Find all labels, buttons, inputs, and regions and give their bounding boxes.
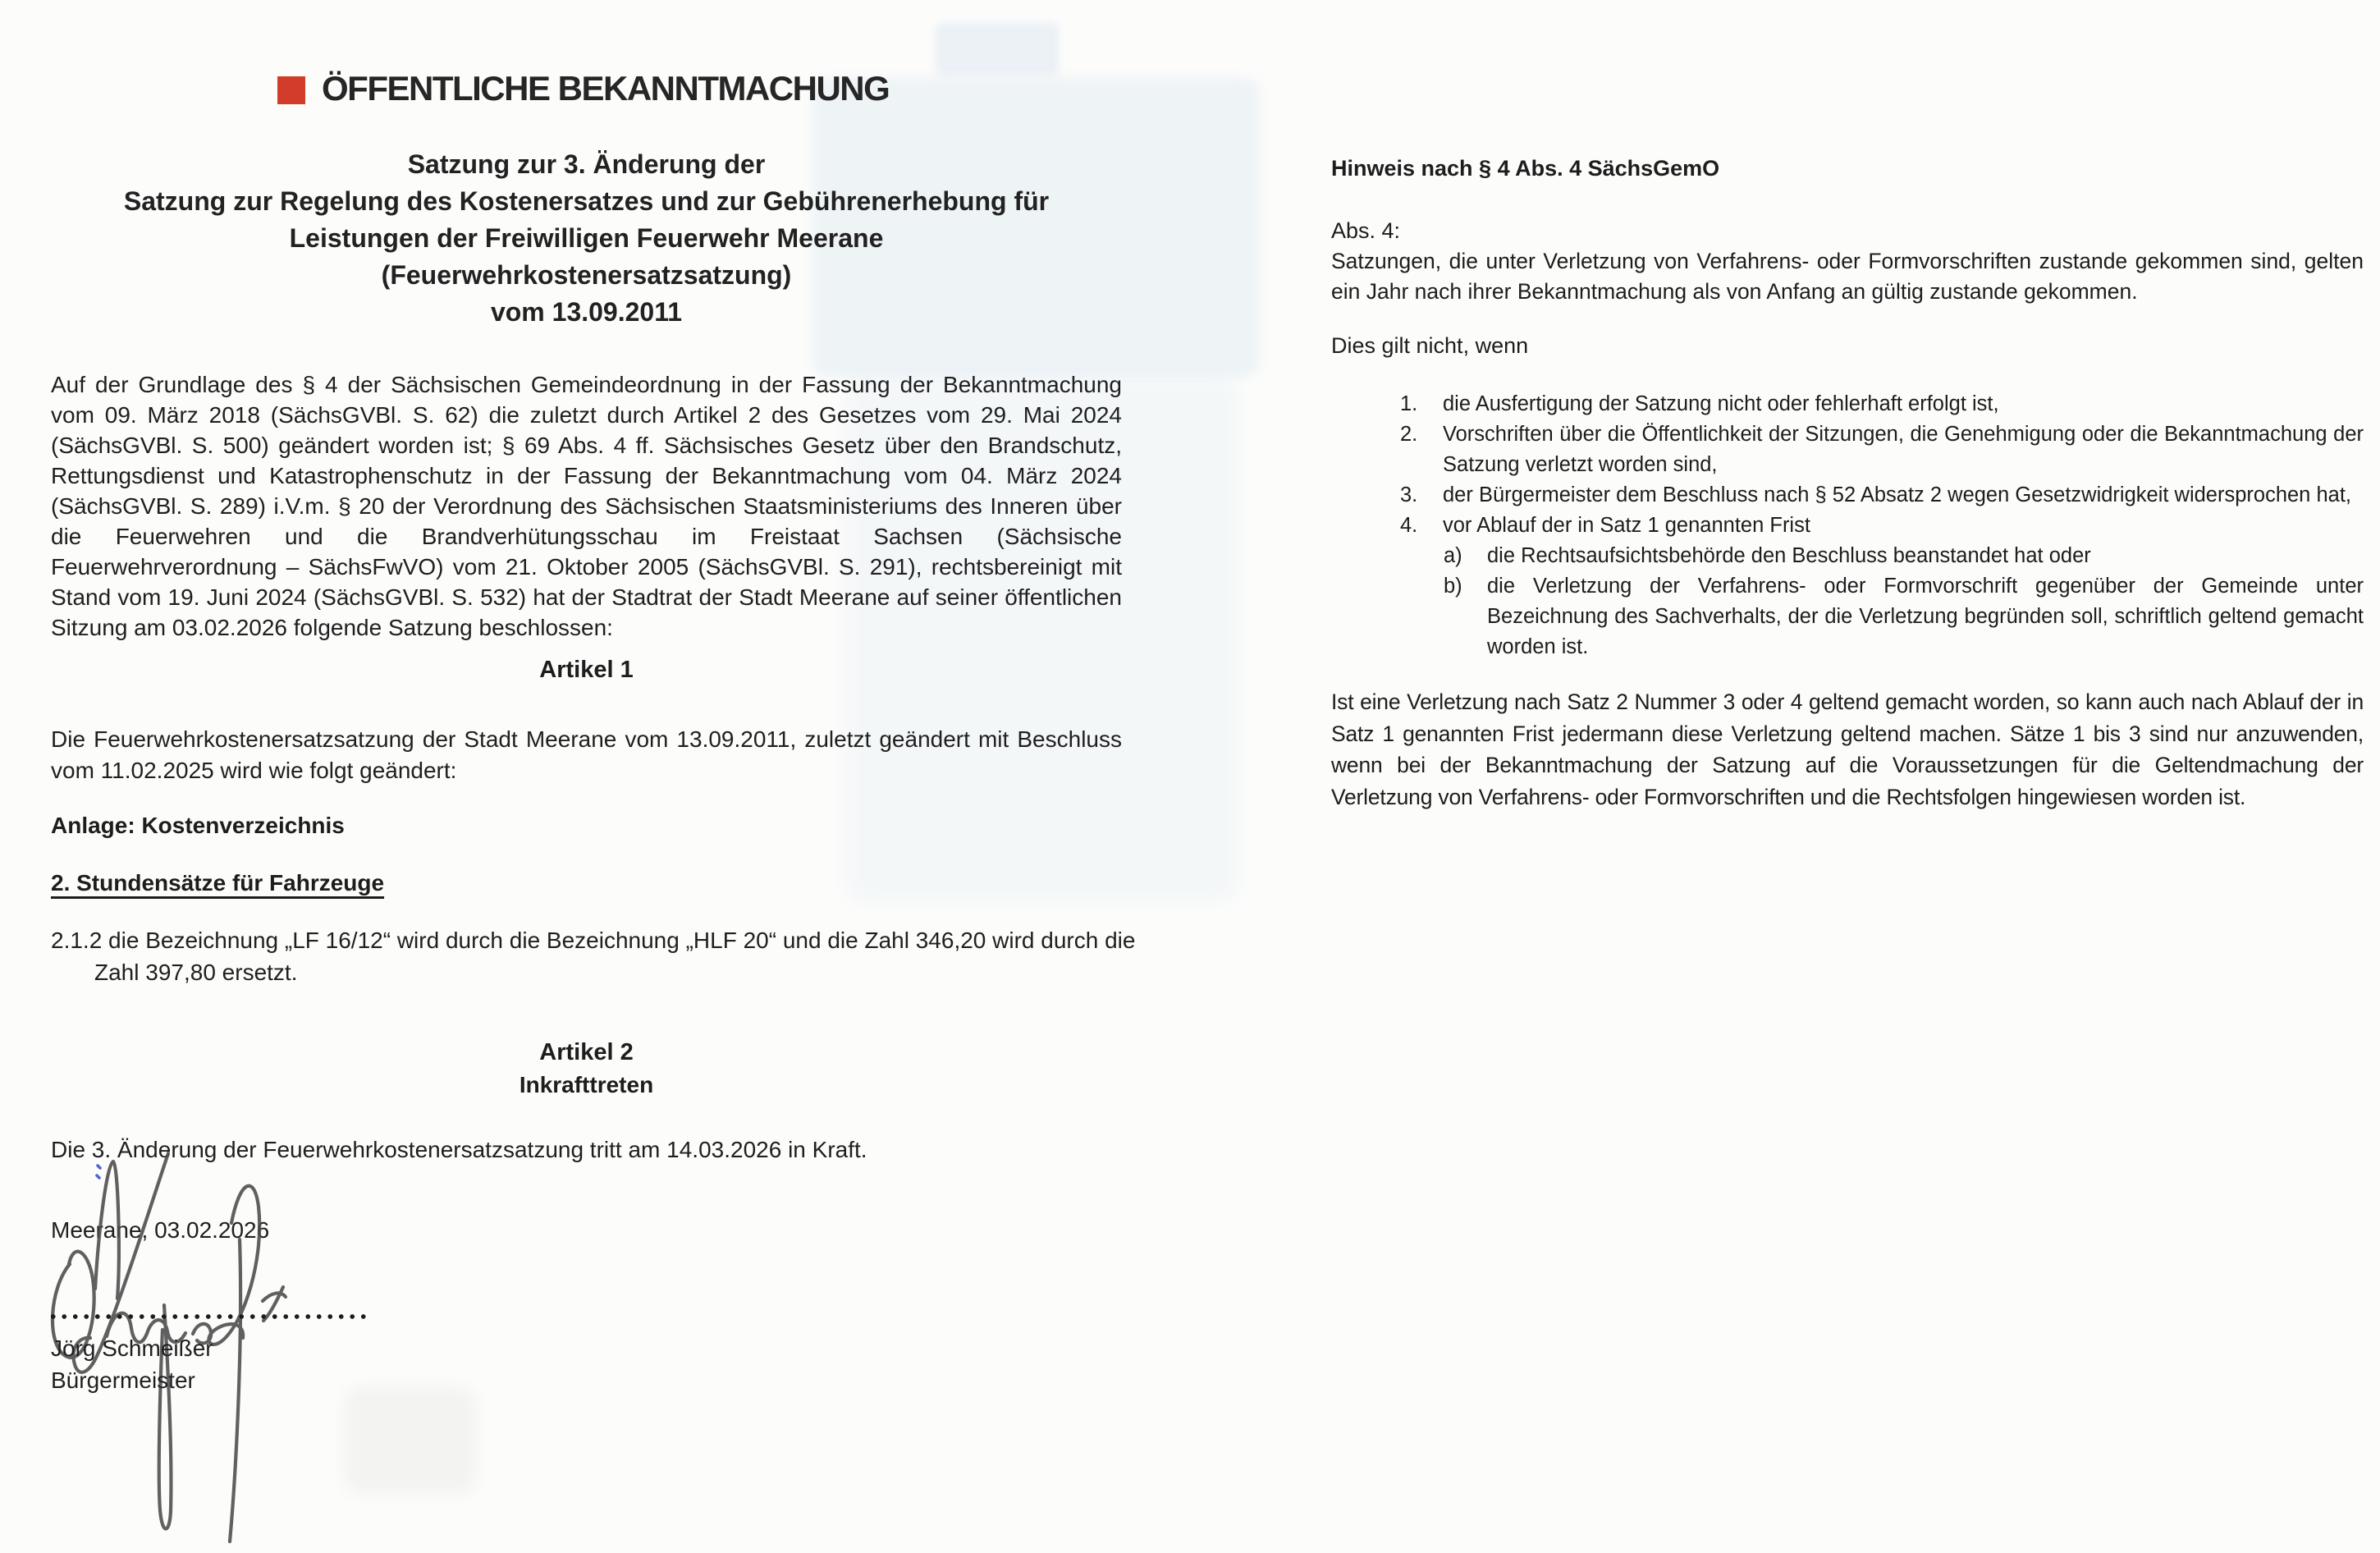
exception-intro: Dies gilt nicht, wenn — [1331, 333, 1529, 358]
artikel-1-text: Die Feuerwehrkostenersatzsatzung der Stadt Meerane vom 13.09.2011, zuletzt geändert mit Beschluss vom 11.02.2025 wird wie folgt geändert: — [51, 726, 1122, 783]
legal-basis-paragraph: Auf der Grundlage des § 4 der Sächsischen Gemeindeordnung in der Fassung der Bekanntmachung vom 09. März 2018 (SächsGVBl. S. 62) die zuletzt durch Artikel 2 des Gesetzes vom 29. Mai 2024 (SächsGVBl. S. 500) geändert worden ist; § 69 Abs. 4 ff. Sächsisches Gesetz über den Brandschutz, Rettungsdienst und Katastrophenschutz in der Fassung der Bekanntmachung vom 04. März 2024 (SächsGVBl. S. 289) i.V.m. § 20 der Verordnung des Sächsischen Staatsministeriums des Inneren über die Feuerwehren und die Brandverhütungsschau im Freistaat Sachsen (Sächsische Feuerwehrverordnung – SächsFwVO) vom 21. Oktober 2005 (SächsGVBl. S. 291), rechtsbereinigt mit Stand vom 19. Juni 2024 (SächsGVBl. S. 532) hat der Stadtrat der Stadt Meerane auf seiner öffentlichen Sitzung am 03.02.2026 folgende Satzung beschlossen: — [51, 372, 1122, 640]
artikel-1-heading: Artikel 1 — [539, 657, 634, 683]
abs-4-text: Satzungen, die unter Verletzung von Verfahrens- oder Formvorschriften zustande gekommen sind, gelten ein Jahr nach ihrer Bekanntmachung als von Anfang an gültig zustande gekommen. — [1331, 249, 2364, 304]
abs-4-label: Abs. 4: — [1331, 218, 1401, 243]
list-item-number: 3. — [1400, 483, 1418, 506]
page-title: ÖFFENTLICHE BEKANNTMACHUNG — [322, 69, 890, 108]
blue-ink-speck — [97, 1166, 100, 1178]
exception-list — [1331, 389, 2364, 662]
list-item-text: vor Ablauf der in Satz 1 genannten Frist — [1443, 514, 1810, 537]
section-stundensaetze-label: 2. Stundensätze für Fahrzeuge — [51, 870, 385, 896]
place-date: Meerane, 03.02.2026 — [51, 1217, 270, 1243]
heading-line: Satzung zur Regelung des Kostenersatzes und zur Gebührenerhebung für — [123, 186, 1050, 216]
amendment-item-2-1-2: 2.1.2 die Bezeichnung „LF 16/12“ wird durch die Bezeichnung „HLF 20“ und die Zahl 346,20 wird durch die Zahl 397,80 ersetzt. — [51, 928, 1136, 985]
heading-line: vom 13.09.2011 — [490, 297, 683, 327]
list-item-number: 1. — [1400, 392, 1418, 415]
announcement-title-row — [277, 69, 889, 108]
signer-title: Bürgermeister — [51, 1367, 195, 1393]
artikel-2-heading-block — [51, 1036, 1122, 1102]
list-subitem — [1331, 571, 2364, 662]
list-item — [1331, 511, 2364, 541]
red-square-bullet-icon — [277, 76, 305, 104]
artikel-2-heading: Artikel 2 — [539, 1039, 634, 1065]
heading-line: Leistungen der Freiwilligen Feuerwehr Meerane — [289, 223, 884, 253]
list-item-text: die Ausfertigung der Satzung nicht oder fehlerhaft erfolgt ist, — [1443, 392, 1999, 415]
list-item-number: 2. — [1400, 423, 1418, 446]
statute-heading — [51, 146, 1122, 331]
artikel-2-text: Die 3. Änderung der Feuerwehrkostenersatzsatzung tritt am 14.03.2026 in Kraft. — [51, 1137, 867, 1162]
list-item — [1331, 480, 2364, 511]
hinweis-heading: Hinweis nach § 4 Abs. 4 SächsGemO — [1331, 156, 1720, 181]
list-subitem-text: die Rechtsaufsichtsbehörde den Beschluss beanstandet hat oder — [1487, 544, 2091, 567]
list-item-text: Vorschriften über die Öffentlichkeit der Sitzungen, die Genehmigung oder die Bekanntmachung der Satzung verletzt worden sind, — [1443, 423, 2364, 476]
closing-paragraph: Ist eine Verletzung nach Satz 2 Nummer 3 oder 4 geltend gemacht worden, so kann auch nach Ablauf der in Satz 1 genannten Frist jedermann diese Verletzung geltend machen. Sätze 1 bis 3 sind nur anzuwenden, wenn bei der Bekanntmachung der Satzung auf die Voraussetzungen für die Geltendmachung der Verletzung von Verfahrens- oder Formvorschriften und die Rechtsfolgen hingewiesen worden ist. — [1331, 689, 2364, 809]
list-subitem-letter: b) — [1444, 575, 1462, 598]
signature-dotted-line — [48, 1313, 371, 1320]
list-item — [1331, 389, 2364, 419]
scan-showthrough-patch — [345, 1387, 476, 1494]
list-item-number: 4. — [1400, 514, 1418, 537]
signer-name: Jörg Schmeißer — [51, 1335, 213, 1361]
artikel-2-subheading: Inkrafttreten — [519, 1072, 654, 1097]
list-item — [1331, 419, 2364, 480]
scan-showthrough-patch — [936, 23, 1059, 76]
anlage-label: Anlage: Kostenverzeichnis — [51, 813, 345, 838]
heading-line: Satzung zur 3. Änderung der — [407, 149, 766, 179]
list-subitem-text: die Verletzung der Verfahrens- oder Formvorschrift gegenüber der Gemeinde unter Bezeichnung des Sachverhalts, der die Verletzung begründen soll, schriftlich geltend gemacht worden ist. — [1487, 575, 2364, 658]
list-subitem — [1331, 541, 2364, 571]
list-subitem-letter: a) — [1444, 544, 1462, 567]
list-item-text: der Bürgermeister dem Beschluss nach § 52 Absatz 2 wegen Gesetzwidrigkeit widersprochen hat, — [1443, 483, 2351, 506]
heading-line: (Feuerwehrkostenersatzsatzung) — [381, 260, 792, 290]
